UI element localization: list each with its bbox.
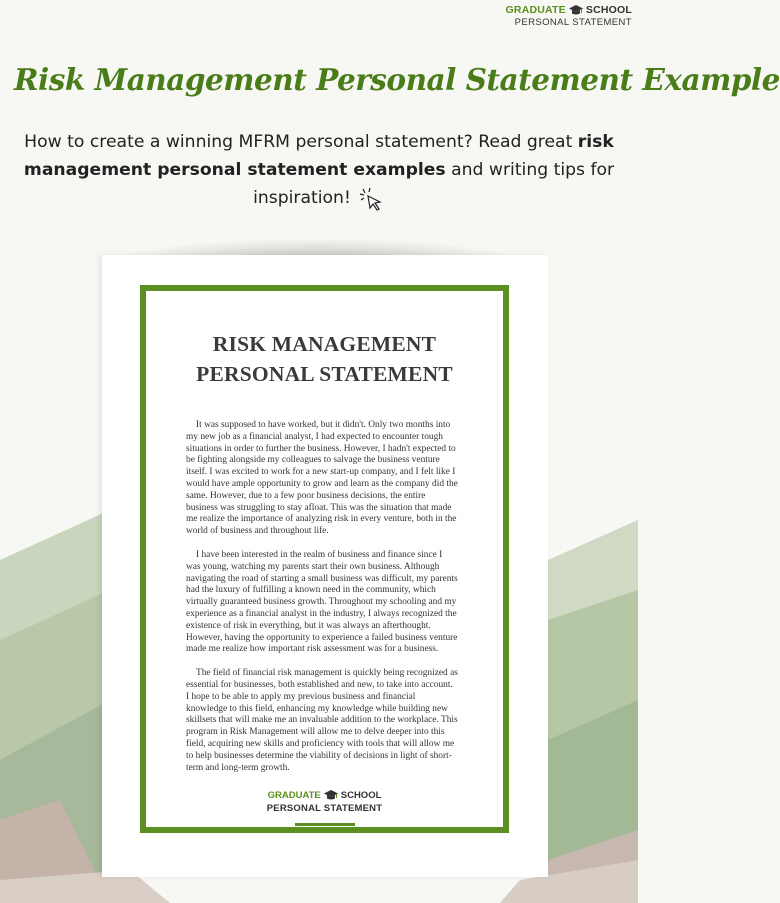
doc-brand-part2: SCHOOL — [340, 790, 382, 801]
intro-bold-link: risk management personal statement examples — [23, 132, 614, 180]
click-cursor-icon — [359, 187, 385, 211]
brand-name-part2: SCHOOL — [585, 4, 632, 16]
document-sheet — [102, 255, 548, 877]
brand-tagline: PERSONAL STATEMENT — [514, 17, 632, 28]
intro-text — [20, 128, 618, 212]
document-title-line2: PERSONAL STATEMENT — [196, 362, 453, 386]
brand-name-part1: GRADUATE — [505, 4, 566, 16]
document-title — [146, 329, 503, 389]
document-paragraph: The field of financial risk management is quickly being recognized as essential for businesses, both established and new, to take into account. I hope to be able to apply my previous business and financial knowledge to this field, enhancing my knowledge while building new skillsets that will make me an invaluable addition to the workplace. This program in Risk Management will allow me to delve deeper into this field, acquiring new skills and proficiency with tools that will allow me to help businesses determine the viability of decisions in light of short-term and long-term growth. — [186, 668, 458, 773]
doc-brand-part1: GRADUATE — [267, 790, 321, 801]
document-frame — [140, 285, 509, 833]
intro-part2: and writing tips for inspiration! — [253, 160, 615, 208]
document-paragraph: I have been interested in the realm of business and finance since I was young, watching my parents start their own business. Although navigating the road of starting a small business was difficult, my parents had the luxury of fulfilling a known need in the community, which virtually guaranteed business growth. Throughout my schooling and my experience as a financial analyst in the industry, I always recognized the existence of risk in everything, but it was always an afterthought. However, having the opportunity to experience a failed business venture made me realize how important risk assessment was for a business. — [186, 549, 458, 655]
document-paragraph: It was supposed to have worked, but it didn't. Only two months into my new job as a financial analyst, I had expected to encounter tough situations in order to further the business. However, I hadn't expected to be fighting alongside my colleagues to salvage the business venture itself. I was excited to work for a new start-up company, and I felt like I would have ample opportunity to grow and learn as the company did the same. However, due to a few poor business decisions, the entire business was struggling to stay afloat. This was the situation that made me realize the importance of analyzing risk in every venture, both in the world of business and throughout life. — [186, 420, 458, 537]
brand-logo — [506, 4, 632, 28]
graduation-cap-icon — [324, 790, 338, 801]
document-title-line1: RISK MANAGEMENT — [212, 332, 437, 356]
doc-brand-tagline: PERSONAL STATEMENT — [266, 803, 383, 814]
divider — [295, 823, 355, 826]
document-logo — [146, 790, 503, 826]
intro-part1: How to create a winning MFRM personal statement? Read great — [24, 132, 573, 152]
page-title: Risk Management Personal Statement Example — [14, 62, 780, 97]
document-body — [186, 420, 458, 786]
graduation-cap-icon — [569, 5, 583, 16]
